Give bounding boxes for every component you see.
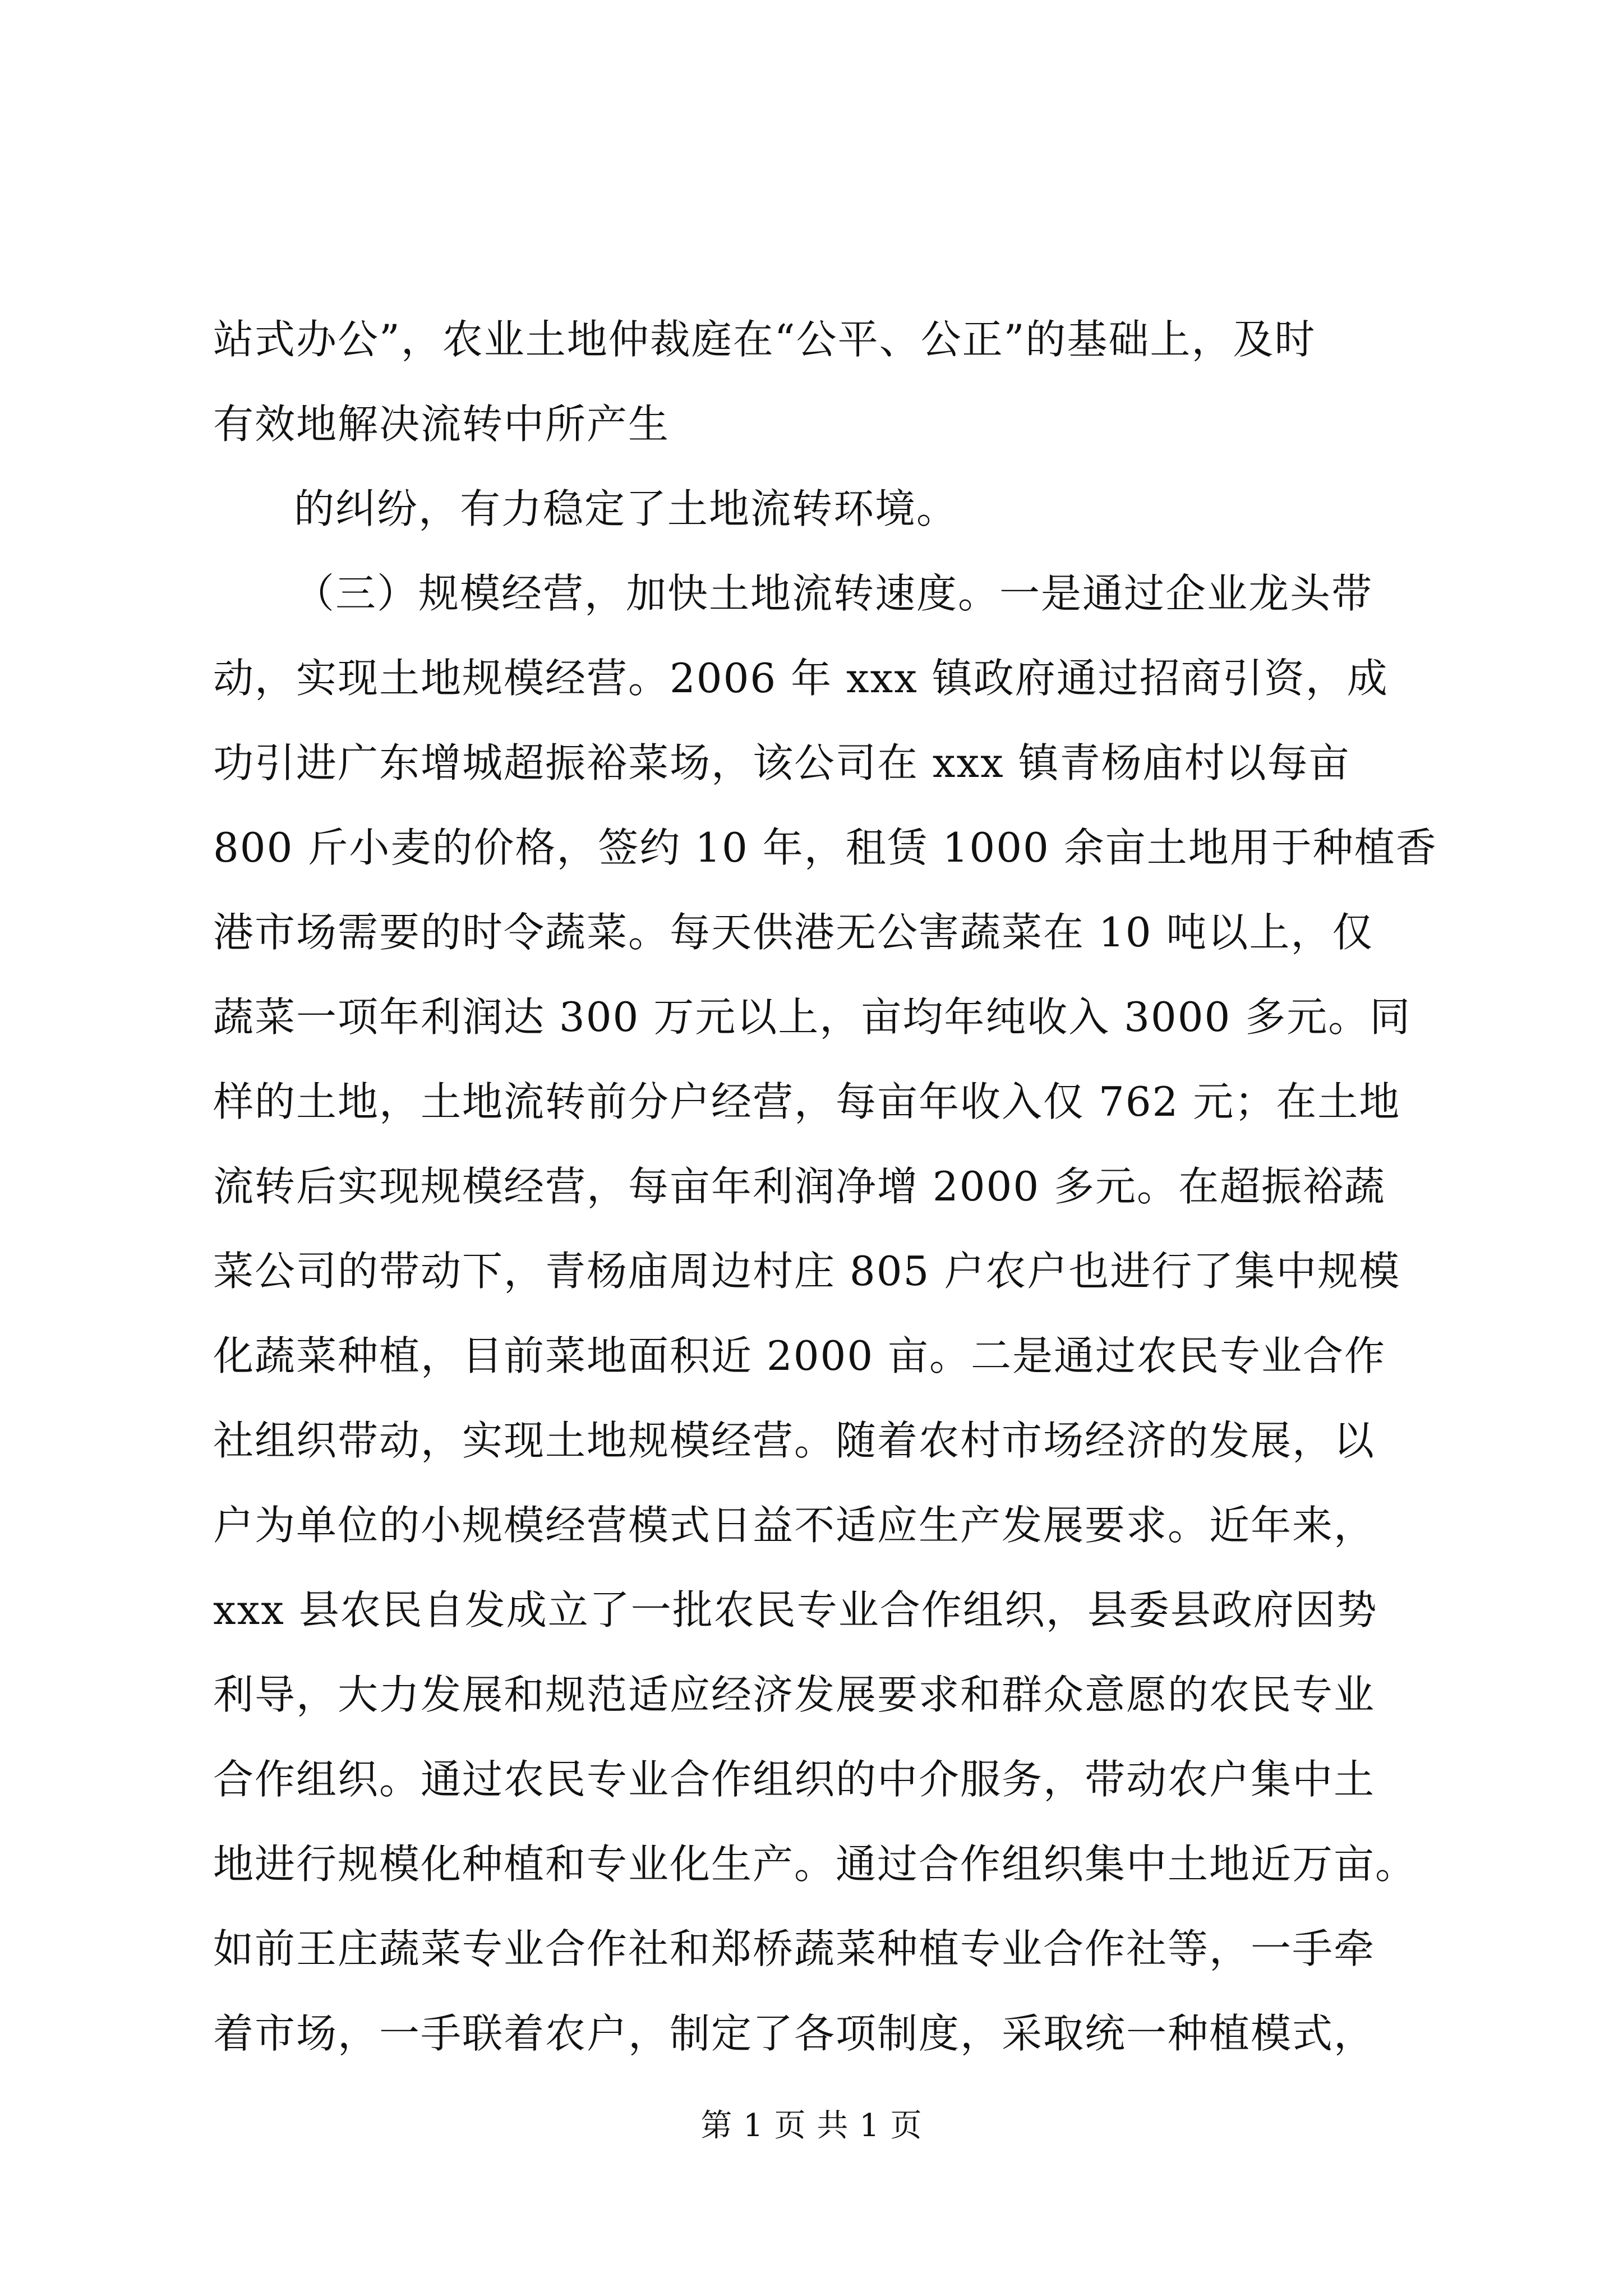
text-line: 港市场需要的时令蔬菜。每天供港无公害蔬菜在 10 吨以上，仅 (213, 909, 1374, 956)
text-line: 菜公司的带动下，青杨庙周边村庄 805 户农户也进行了集中规模 (213, 1248, 1401, 1295)
text-line: 户为单位的小规模经营模式日益不适应生产发展要求。近年来， (213, 1502, 1376, 1549)
text-line: xxx 县农民自发成立了一批农民专业合作组织，县委县政府因势 (213, 1586, 1378, 1634)
text-line: 流转后实现规模经营，每亩年利润净增 2000 多元。在超振裕蔬 (213, 1163, 1386, 1210)
text-line: 利导，大力发展和规范适应经济发展要求和群众意愿的农民专业 (213, 1671, 1376, 1718)
text-line: （三）规模经营，加快土地流转速度。一是通过企业龙头带 (294, 570, 1373, 617)
text-line: 如前王庄蔬菜专业合作社和郑桥蔬菜种植专业合作社等，一手牵 (213, 1925, 1376, 1972)
body-text (213, 297, 1437, 2076)
text-line: 动，实现土地规模经营。2006 年 xxx 镇政府通过招商引资，成 (213, 655, 1389, 702)
text-line: 样的土地，土地流转前分户经营，每亩年收入仅 762 元；在土地 (213, 1078, 1401, 1125)
page-footer: 第 1 页 共 1 页 (700, 2108, 923, 2144)
text-line: 地进行规模化种植和专业化生产。通过合作组织集中土地近万亩。 (213, 1841, 1417, 1888)
text-line: 合作组织。通过农民专业合作组织的中介服务，带动农户集中土 (213, 1756, 1376, 1803)
text-line: 的纠纷，有力稳定了土地流转环境。 (294, 485, 958, 532)
text-line: 站式办公”，农业土地仲裁庭在“公平、公正”的基础上，及时 (213, 316, 1316, 363)
text-line: 社组织带动，实现土地规模经营。随着农村市场经济的发展，以 (213, 1417, 1376, 1464)
text-line: 有效地解决流转中所产生 (213, 401, 670, 448)
text-line: 800 斤小麦的价格，签约 10 年，租赁 1000 余亩土地用于种植香 (213, 824, 1437, 871)
text-line: 蔬菜一项年利润达 300 万元以上，亩均年纯收入 3000 多元。同 (213, 993, 1412, 1041)
text-line: 功引进广东增城超振裕菜场，该公司在 xxx 镇青杨庙村以每亩 (213, 739, 1350, 786)
text-line: 着市场，一手联着农户，制定了各项制度，采取统一种植模式， (213, 2010, 1376, 2057)
text-line: 化蔬菜种植，目前菜地面积近 2000 亩。二是通过农民专业合作 (213, 1332, 1386, 1379)
